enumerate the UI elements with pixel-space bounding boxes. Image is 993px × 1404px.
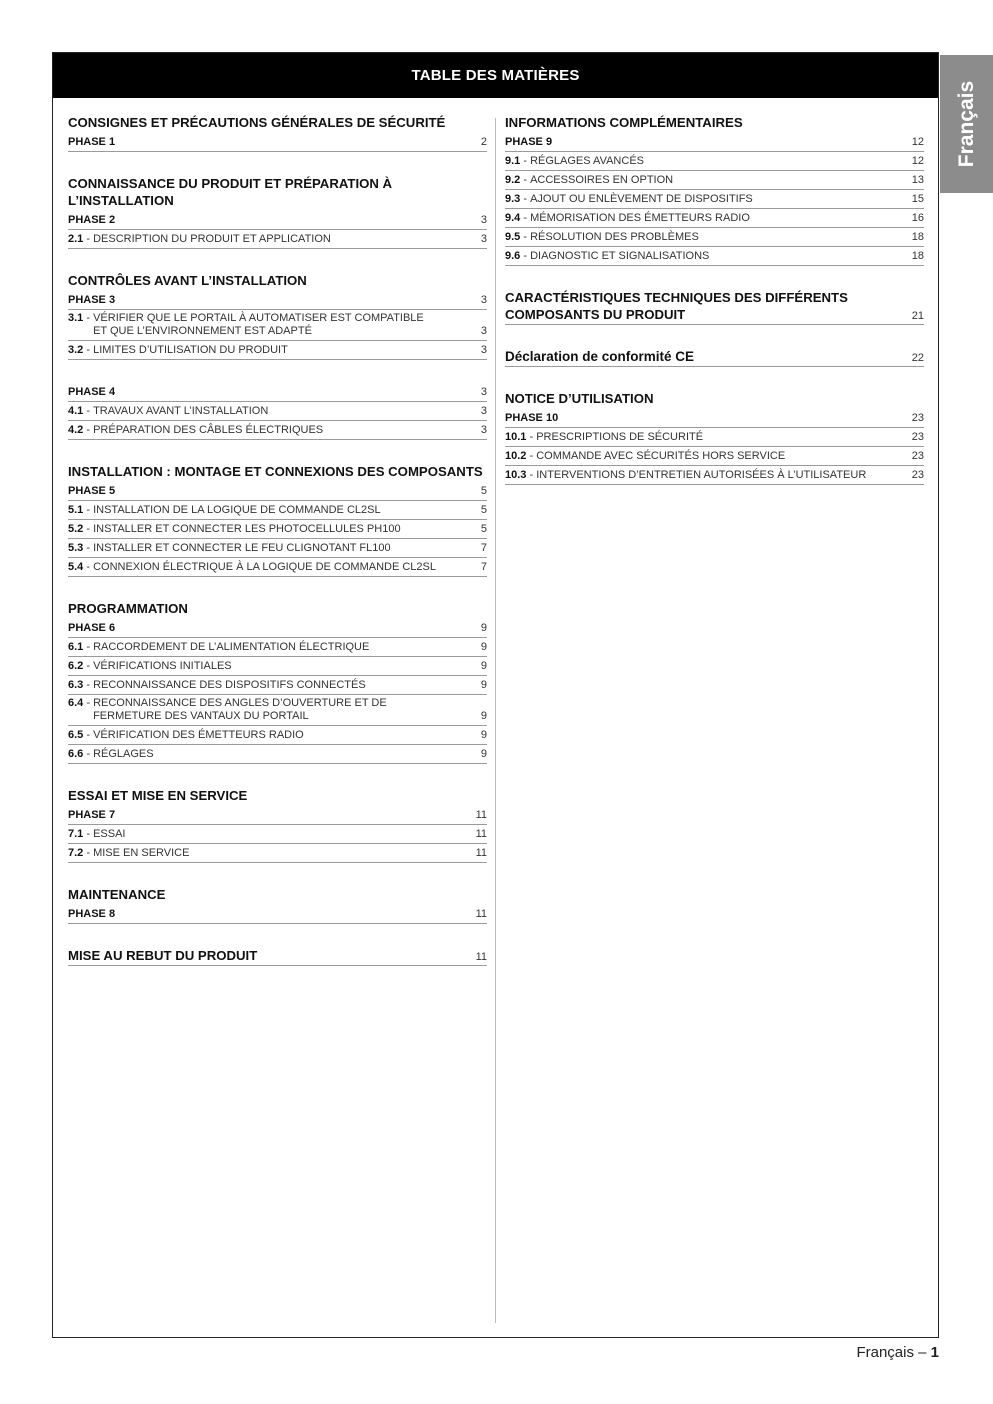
entry-number: 6.5 bbox=[68, 729, 84, 741]
page-number: 9 bbox=[480, 641, 487, 653]
phase-label: PHASE 6 bbox=[68, 622, 116, 634]
page-number: 23 bbox=[911, 431, 924, 443]
language-tab bbox=[940, 55, 993, 193]
section-title: Déclaration de conformité CE bbox=[505, 349, 695, 364]
toc-entry[interactable]: 6.2 - VÉRIFICATIONS INITIALES 9 bbox=[68, 657, 487, 676]
entry-text: RÉGLAGES AVANCÉS bbox=[530, 155, 644, 167]
toc-entry[interactable]: 5.4 - CONNEXION ÉLECTRIQUE À LA LOGIQUE DE COMMANDE CL2SL 7 bbox=[68, 558, 487, 577]
toc-section bbox=[68, 114, 487, 152]
page-number: 9 bbox=[480, 622, 487, 634]
toc-left-column bbox=[68, 114, 487, 989]
page-number: 9 bbox=[480, 748, 487, 760]
phase-label: PHASE 4 bbox=[68, 386, 116, 398]
entry-text: INSTALLATION DE LA LOGIQUE DE COMMANDE CL2SL bbox=[93, 504, 381, 516]
page-number: 15 bbox=[911, 193, 924, 205]
toc-entry[interactable]: 3.1 - VÉRIFIER QUE LE PORTAIL À AUTOMATISER EST COMPATIBLE ET QUE L’ENVIRONNEMENT EST ADAPTÉ 3 bbox=[68, 310, 487, 341]
entry-number: 10.2 bbox=[505, 450, 527, 462]
entry-number: 9.5 bbox=[505, 231, 521, 243]
section-title[interactable]: CONTRÔLES AVANT L’INSTALLATION bbox=[68, 273, 307, 288]
page-number: 16 bbox=[911, 212, 924, 224]
entry-text: VÉRIFICATION DES ÉMETTEURS RADIO bbox=[93, 729, 304, 741]
section-title[interactable]: INFORMATIONS COMPLÉMENTAIRES bbox=[505, 115, 743, 130]
phase-row[interactable] bbox=[68, 806, 487, 825]
entry-number: 9.4 bbox=[505, 212, 521, 224]
phase-label: PHASE 3 bbox=[68, 294, 116, 306]
page-number: 21 bbox=[911, 310, 924, 322]
entry-number: 6.1 bbox=[68, 641, 84, 653]
section-title[interactable]: PROGRAMMATION bbox=[68, 601, 188, 616]
page-number: 23 bbox=[911, 469, 924, 481]
entry-number: 9.6 bbox=[505, 250, 521, 262]
page-number: 5 bbox=[480, 523, 487, 535]
entry-text: RACCORDEMENT DE L’ALIMENTATION ÉLECTRIQUE bbox=[93, 641, 370, 653]
toc-section bbox=[505, 289, 924, 325]
page-number: 3 bbox=[480, 294, 487, 306]
page-number: 18 bbox=[911, 231, 924, 243]
toc-section bbox=[68, 175, 487, 249]
column-divider bbox=[495, 118, 496, 1323]
toc-entry[interactable]: 9.6 - DIAGNOSTIC ET SIGNALISATIONS 18 bbox=[505, 247, 924, 266]
phase-row[interactable] bbox=[68, 383, 487, 402]
phase-row[interactable] bbox=[68, 291, 487, 310]
toc-entry[interactable]: 4.1 - TRAVAUX AVANT L’INSTALLATION 3 bbox=[68, 402, 487, 421]
toc-entry[interactable]: 9.5 - RÉSOLUTION DES PROBLÈMES 18 bbox=[505, 228, 924, 247]
page-number: 3 bbox=[480, 344, 487, 356]
section-title: MISE AU REBUT DU PRODUIT bbox=[68, 948, 258, 963]
page-number: 11 bbox=[475, 951, 487, 963]
page-number: 9 bbox=[480, 710, 487, 722]
entry-text: MISE EN SERVICE bbox=[93, 847, 190, 859]
section-title[interactable]: CONNAISSANCE DU PRODUIT ET PRÉPARATION À L’INSTALLATION bbox=[68, 176, 393, 208]
language-tab-label: Français bbox=[954, 80, 978, 168]
toc-entry[interactable]: 6.3 - RECONNAISSANCE DES DISPOSITIFS CONNECTÉS 9 bbox=[68, 676, 487, 695]
entry-text: RECONNAISSANCE DES ANGLES D’OUVERTURE ET DE FERMETURE DES VANTAUX DU PORTAIL bbox=[93, 697, 387, 722]
entry-text: ACCESSOIRES EN OPTION bbox=[530, 174, 674, 186]
entry-number: 10.3 bbox=[505, 469, 527, 481]
toc-entry[interactable]: 10.1 - PRESCRIPTIONS DE SÉCURITÉ 23 bbox=[505, 428, 924, 447]
entry-number: 10.1 bbox=[505, 431, 527, 443]
page-number: 11 bbox=[475, 809, 487, 821]
page-number: 22 bbox=[911, 352, 924, 364]
section-title[interactable]: MAINTENANCE bbox=[68, 887, 166, 902]
entry-number: 6.6 bbox=[68, 748, 84, 760]
phase-label: PHASE 9 bbox=[505, 136, 553, 148]
toc-section bbox=[68, 600, 487, 764]
toc-entry[interactable]: 10.2 - COMMANDE AVEC SÉCURITÉS HORS SERVICE 23 bbox=[505, 447, 924, 466]
toc-section bbox=[68, 787, 487, 863]
toc-entry[interactable]: 5.2 - INSTALLER ET CONNECTER LES PHOTOCELLULES PH100 5 bbox=[68, 520, 487, 539]
entry-text: RÉSOLUTION DES PROBLÈMES bbox=[530, 231, 699, 243]
entry-number: 6.3 bbox=[68, 679, 84, 691]
page-number: 23 bbox=[911, 412, 924, 424]
entry-number: 6.4 bbox=[68, 697, 84, 709]
section-title[interactable]: INSTALLATION : MONTAGE ET CONNEXIONS DES COMPOSANTS bbox=[68, 464, 483, 479]
entry-text: ESSAI bbox=[93, 828, 126, 840]
entry-number: 7.1 bbox=[68, 828, 84, 840]
page-number: 18 bbox=[911, 250, 924, 262]
title-entry[interactable] bbox=[505, 289, 924, 325]
toc-entry[interactable]: 5.1 - INSTALLATION DE LA LOGIQUE DE COMMANDE CL2SL 5 bbox=[68, 501, 487, 520]
toc-right-column bbox=[505, 114, 924, 508]
toc-entry[interactable]: 9.2 - ACCESSOIRES EN OPTION 13 bbox=[505, 171, 924, 190]
phase-label: PHASE 1 bbox=[68, 136, 116, 148]
entry-text: VÉRIFICATIONS INITIALES bbox=[93, 660, 232, 672]
page-number: 23 bbox=[911, 450, 924, 462]
phase-row[interactable] bbox=[68, 905, 487, 924]
page-number: 12 bbox=[911, 136, 924, 148]
entry-text: MÉMORISATION DES ÉMETTEURS RADIO bbox=[530, 212, 750, 224]
section-title: CARACTÉRISTIQUES TECHNIQUES DES DIFFÉRENTS COMPOSANTS DU PRODUIT bbox=[505, 290, 848, 322]
entry-number: 2.1 bbox=[68, 233, 84, 245]
page-number: 7 bbox=[480, 542, 487, 554]
entry-text: PRÉPARATION DES CÂBLES ÉLECTRIQUES bbox=[93, 424, 324, 436]
page-number: 13 bbox=[911, 174, 924, 186]
phase-row[interactable] bbox=[505, 133, 924, 152]
toc-section bbox=[68, 886, 487, 924]
toc-section bbox=[68, 947, 487, 966]
toc-entry[interactable]: 6.4 - RECONNAISSANCE DES ANGLES D’OUVERTURE ET DE FERMETURE DES VANTAUX DU PORTAIL 9 bbox=[68, 695, 487, 726]
toc-section bbox=[68, 463, 487, 577]
entry-text: DESCRIPTION DU PRODUIT ET APPLICATION bbox=[93, 233, 331, 245]
page-number: 3 bbox=[480, 233, 487, 245]
page-number: 3 bbox=[480, 424, 487, 436]
entry-text: INSTALLER ET CONNECTER LE FEU CLIGNOTANT FL100 bbox=[93, 542, 391, 554]
entry-number: 3.1 bbox=[68, 312, 84, 324]
toc-title: TABLE DES MATIÈRES bbox=[411, 67, 580, 84]
phase-row[interactable] bbox=[505, 409, 924, 428]
phase-label: PHASE 5 bbox=[68, 485, 116, 497]
toc-entry[interactable]: 9.3 - AJOUT OU ENLÈVEMENT DE DISPOSITIFS 15 bbox=[505, 190, 924, 209]
toc-entry[interactable]: 7.1 - ESSAI 11 bbox=[68, 825, 487, 844]
entry-number: 7.2 bbox=[68, 847, 84, 859]
entry-text: RÉGLAGES bbox=[93, 748, 154, 760]
toc-section bbox=[505, 348, 924, 367]
toc-entry[interactable]: 6.6 - RÉGLAGES 9 bbox=[68, 745, 487, 764]
entry-text: PRESCRIPTIONS DE SÉCURITÉ bbox=[536, 431, 704, 443]
entry-number: 5.2 bbox=[68, 523, 84, 535]
toc-header bbox=[53, 53, 938, 98]
entry-text: INTERVENTIONS D’ENTRETIEN AUTORISÉES À L’UTILISATEUR bbox=[536, 469, 867, 481]
page-number: 9 bbox=[480, 679, 487, 691]
footer-page-number: 1 bbox=[930, 1344, 939, 1361]
entry-number: 9.3 bbox=[505, 193, 521, 205]
toc-section bbox=[68, 383, 487, 440]
phase-row[interactable] bbox=[68, 133, 487, 152]
toc-entry[interactable]: 9.4 - MÉMORISATION DES ÉMETTEURS RADIO 16 bbox=[505, 209, 924, 228]
page-number: 11 bbox=[475, 908, 487, 920]
toc-entry[interactable]: 6.1 - RACCORDEMENT DE L’ALIMENTATION ÉLECTRIQUE 9 bbox=[68, 638, 487, 657]
entry-number: 4.1 bbox=[68, 405, 84, 417]
entry-text: COMMANDE AVEC SÉCURITÉS HORS SERVICE bbox=[536, 450, 786, 462]
phase-row[interactable] bbox=[68, 482, 487, 501]
entry-text: INSTALLER ET CONNECTER LES PHOTOCELLULES PH100 bbox=[93, 523, 401, 535]
entry-text: LIMITES D’UTILISATION DU PRODUIT bbox=[93, 344, 288, 356]
toc-section bbox=[505, 114, 924, 266]
entry-number: 9.1 bbox=[505, 155, 521, 167]
entry-text: AJOUT OU ENLÈVEMENT DE DISPOSITIFS bbox=[530, 193, 753, 205]
toc-entry[interactable]: 2.1 - DESCRIPTION DU PRODUIT ET APPLICATION 3 bbox=[68, 230, 487, 249]
entry-number: 9.2 bbox=[505, 174, 521, 186]
toc-entry[interactable]: 6.5 - VÉRIFICATION DES ÉMETTEURS RADIO 9 bbox=[68, 726, 487, 745]
page-number: 7 bbox=[480, 561, 487, 573]
page-number: 3 bbox=[480, 214, 487, 226]
entry-number: 6.2 bbox=[68, 660, 84, 672]
toc-entry[interactable]: 4.2 - PRÉPARATION DES CÂBLES ÉLECTRIQUES 3 bbox=[68, 421, 487, 440]
page-number: 9 bbox=[480, 729, 487, 741]
page-number: 3 bbox=[480, 386, 487, 398]
entry-number: 5.3 bbox=[68, 542, 84, 554]
title-entry[interactable] bbox=[505, 348, 924, 367]
toc-entry[interactable]: 10.3 - INTERVENTIONS D’ENTRETIEN AUTORISÉES À L’UTILISATEUR 23 bbox=[505, 466, 924, 485]
page-number: 3 bbox=[480, 405, 487, 417]
phase-label: PHASE 10 bbox=[505, 412, 559, 424]
entry-number: 5.1 bbox=[68, 504, 84, 516]
page-number: 9 bbox=[480, 660, 487, 672]
section-title[interactable]: CONSIGNES ET PRÉCAUTIONS GÉNÉRALES DE SÉCURITÉ bbox=[68, 115, 446, 130]
page-number: 3 bbox=[480, 325, 487, 337]
phase-label: PHASE 7 bbox=[68, 809, 116, 821]
entry-number: 5.4 bbox=[68, 561, 84, 573]
entry-text: VÉRIFIER QUE LE PORTAIL À AUTOMATISER EST COMPATIBLE ET QUE L’ENVIRONNEMENT EST ADAPTÉ bbox=[93, 312, 424, 337]
page-number: 2 bbox=[480, 136, 487, 148]
page-footer bbox=[856, 1344, 939, 1361]
page-number: 12 bbox=[911, 155, 924, 167]
page-number: 5 bbox=[480, 485, 487, 497]
entry-number: 4.2 bbox=[68, 424, 84, 436]
title-entry[interactable] bbox=[68, 947, 487, 966]
section-title[interactable]: ESSAI ET MISE EN SERVICE bbox=[68, 788, 248, 803]
page-number: 5 bbox=[480, 504, 487, 516]
phase-label: PHASE 8 bbox=[68, 908, 116, 920]
page-number: 11 bbox=[475, 828, 487, 840]
toc-section bbox=[68, 272, 487, 360]
phase-row[interactable] bbox=[68, 619, 487, 638]
entry-text: RECONNAISSANCE DES DISPOSITIFS CONNECTÉS bbox=[93, 679, 366, 691]
entry-text: DIAGNOSTIC ET SIGNALISATIONS bbox=[530, 250, 710, 262]
toc-entry[interactable]: 5.3 - INSTALLER ET CONNECTER LE FEU CLIGNOTANT FL100 7 bbox=[68, 539, 487, 558]
footer-language: Français – bbox=[856, 1344, 927, 1361]
section-title[interactable]: NOTICE D’UTILISATION bbox=[505, 391, 654, 406]
entry-number: 3.2 bbox=[68, 344, 84, 356]
toc-entry[interactable]: 9.1 - RÉGLAGES AVANCÉS 12 bbox=[505, 152, 924, 171]
phase-row[interactable] bbox=[68, 211, 487, 230]
page-number: 11 bbox=[475, 847, 487, 859]
toc-entry[interactable]: 7.2 - MISE EN SERVICE 11 bbox=[68, 844, 487, 863]
toc-section bbox=[505, 390, 924, 485]
phase-label: PHASE 2 bbox=[68, 214, 116, 226]
entry-text: TRAVAUX AVANT L’INSTALLATION bbox=[93, 405, 269, 417]
toc-entry[interactable]: 3.2 - LIMITES D’UTILISATION DU PRODUIT 3 bbox=[68, 341, 487, 360]
entry-text: CONNEXION ÉLECTRIQUE À LA LOGIQUE DE COMMANDE CL2SL bbox=[93, 561, 436, 573]
